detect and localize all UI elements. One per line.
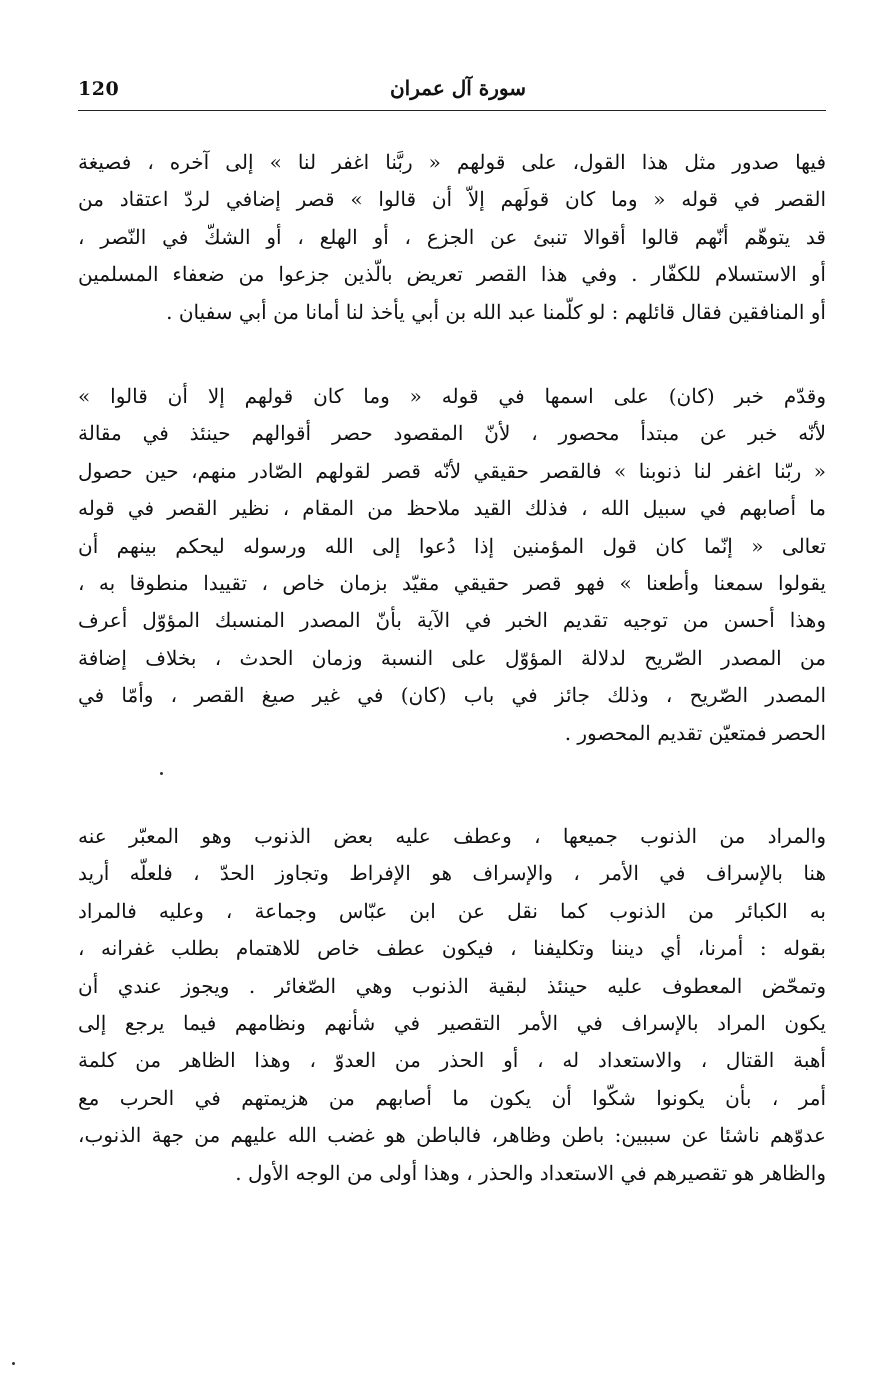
text-line: فيها صدور مثل هذا القول، على قولهم « ربَّنا اغفر لنا » إلى آخره ، فصيغة	[78, 150, 826, 174]
paragraph-2	[78, 378, 826, 752]
page-number: 120	[78, 78, 120, 100]
text-line: بقوله : أمرنا، أي ديننا وتكليفنا ، فيكون عطف خاص للاهتمام بطلب غفرانه ،	[78, 936, 826, 961]
text-line: المصدر الصّريح ، وذلك جائز في باب (كان) في غير صيغ القصر ، وأمّا في	[78, 683, 826, 708]
text-line: أهبة القتال ، والاستعداد له ، أو الحذر من العدوّ ، وهذا الظاهر من كلمة	[78, 1048, 826, 1073]
scan-speck	[12, 1362, 15, 1365]
text-line: والظاهر هو تقصيرهم في الاستعداد والحذر ، وهذا أولى من الوجه الأول .	[235, 1160, 826, 1185]
text-line: عدوّهم ناشئا عن سببين: باطن وظاهر، فالباطن هو غضب الله عليهم من جهة الذنوب،	[78, 1123, 826, 1148]
text-line: والمراد من الذنوب جميعها ، وعطف عليه بعض الذنوب وهو المعبّر عنه	[78, 824, 826, 848]
paragraph-3	[78, 818, 826, 1192]
text-line: أو المنافقين فقال قائلهم : لو كلّمنا عبد الله بن أبي يأخذ لنا أمانا من أبي سفيان .	[166, 299, 826, 324]
text-line: تعالى « إنّما كان قول المؤمنين إذا دُعوا إلى الله ورسوله ليحكم بينهم أن	[78, 533, 826, 558]
page-header	[78, 70, 826, 110]
text-line: القصر في قوله « وما كان قولَهم إلاّ أن قالوا » قصر إضافي لردّ اعتقاد من	[78, 187, 826, 212]
text-line: يقولوا سمعنا وأطعنا » فهو قصر حقيقي مقيّد بزمان خاص ، تقييدا منطوقا به ،	[78, 570, 826, 595]
text-line: ما أصابهم في سبيل الله ، فذلك القيد ملاحظ من المقام ، نظير القصر في قوله	[78, 496, 826, 521]
text-line: به الكبائر من الذنوب كما نقل عن ابن عبّاس وجماعة ، وعليه فالمراد	[78, 898, 826, 923]
text-line: وتمحّض المعطوف عليه حينئذ لبقية الذنوب وهي الصّغائر . ويجوز عندي أن	[78, 973, 826, 998]
text-line: أو الاستسلام للكفّار . وفي هذا القصر تعريض بالّذين جزعوا من ضعفاء المسلمين	[78, 262, 826, 287]
text-line: أمر ، بأن يكونوا شكّوا أن يكون ما أصابهم من هزيمتهم في الحرب مع	[78, 1085, 826, 1110]
text-line: « ربّنا اغفر لنا ذنوبنا » فالقصر حقيقي لأنّه قصر لقولهم الصّادر منهم، حين حصول	[78, 458, 826, 483]
text-line: لأنّه خبر عن مبتدأ محصور ، لأنّ المقصود حصر أقوالهم حينئذ في مقالة	[78, 421, 826, 446]
header-rule	[78, 110, 826, 111]
text-line: من المصدر الصّريح لدلالة المؤوّل على النسبة وزمان الحدث ، بخلاف إضافة	[78, 645, 826, 670]
text-line: هنا بالإسراف في الأمر ، والإسراف هو الإفراط وتجاوز الحدّ ، فلعلّه أريد	[78, 861, 826, 886]
text-line: يكون المراد بالإسراف في الأمر التقصير في شأنهم ونظامهم فيما يرجع إلى	[78, 1010, 826, 1035]
text-line: وقدّم خبر (كان) على اسمها في قوله « وما كان قولهم إلا أن قالوا »	[78, 384, 826, 408]
running-title: سورة آل عمران	[389, 76, 526, 100]
paragraph-1	[78, 144, 826, 331]
text-line: الحصر فمتعيّن تقديم المحصور .	[564, 720, 826, 745]
scan-speck	[160, 772, 163, 775]
text-line: قد يتوهّم أنّهم قالوا أقوالا تنبئ عن الجزع ، أو الهلع ، أو الشكّ في النّصر ،	[78, 224, 826, 249]
text-line: وهذا أحسن من توجيه تقديم الخبر في الآية بأنّ المصدر المنسبك المؤوّل أعرف	[78, 608, 826, 633]
